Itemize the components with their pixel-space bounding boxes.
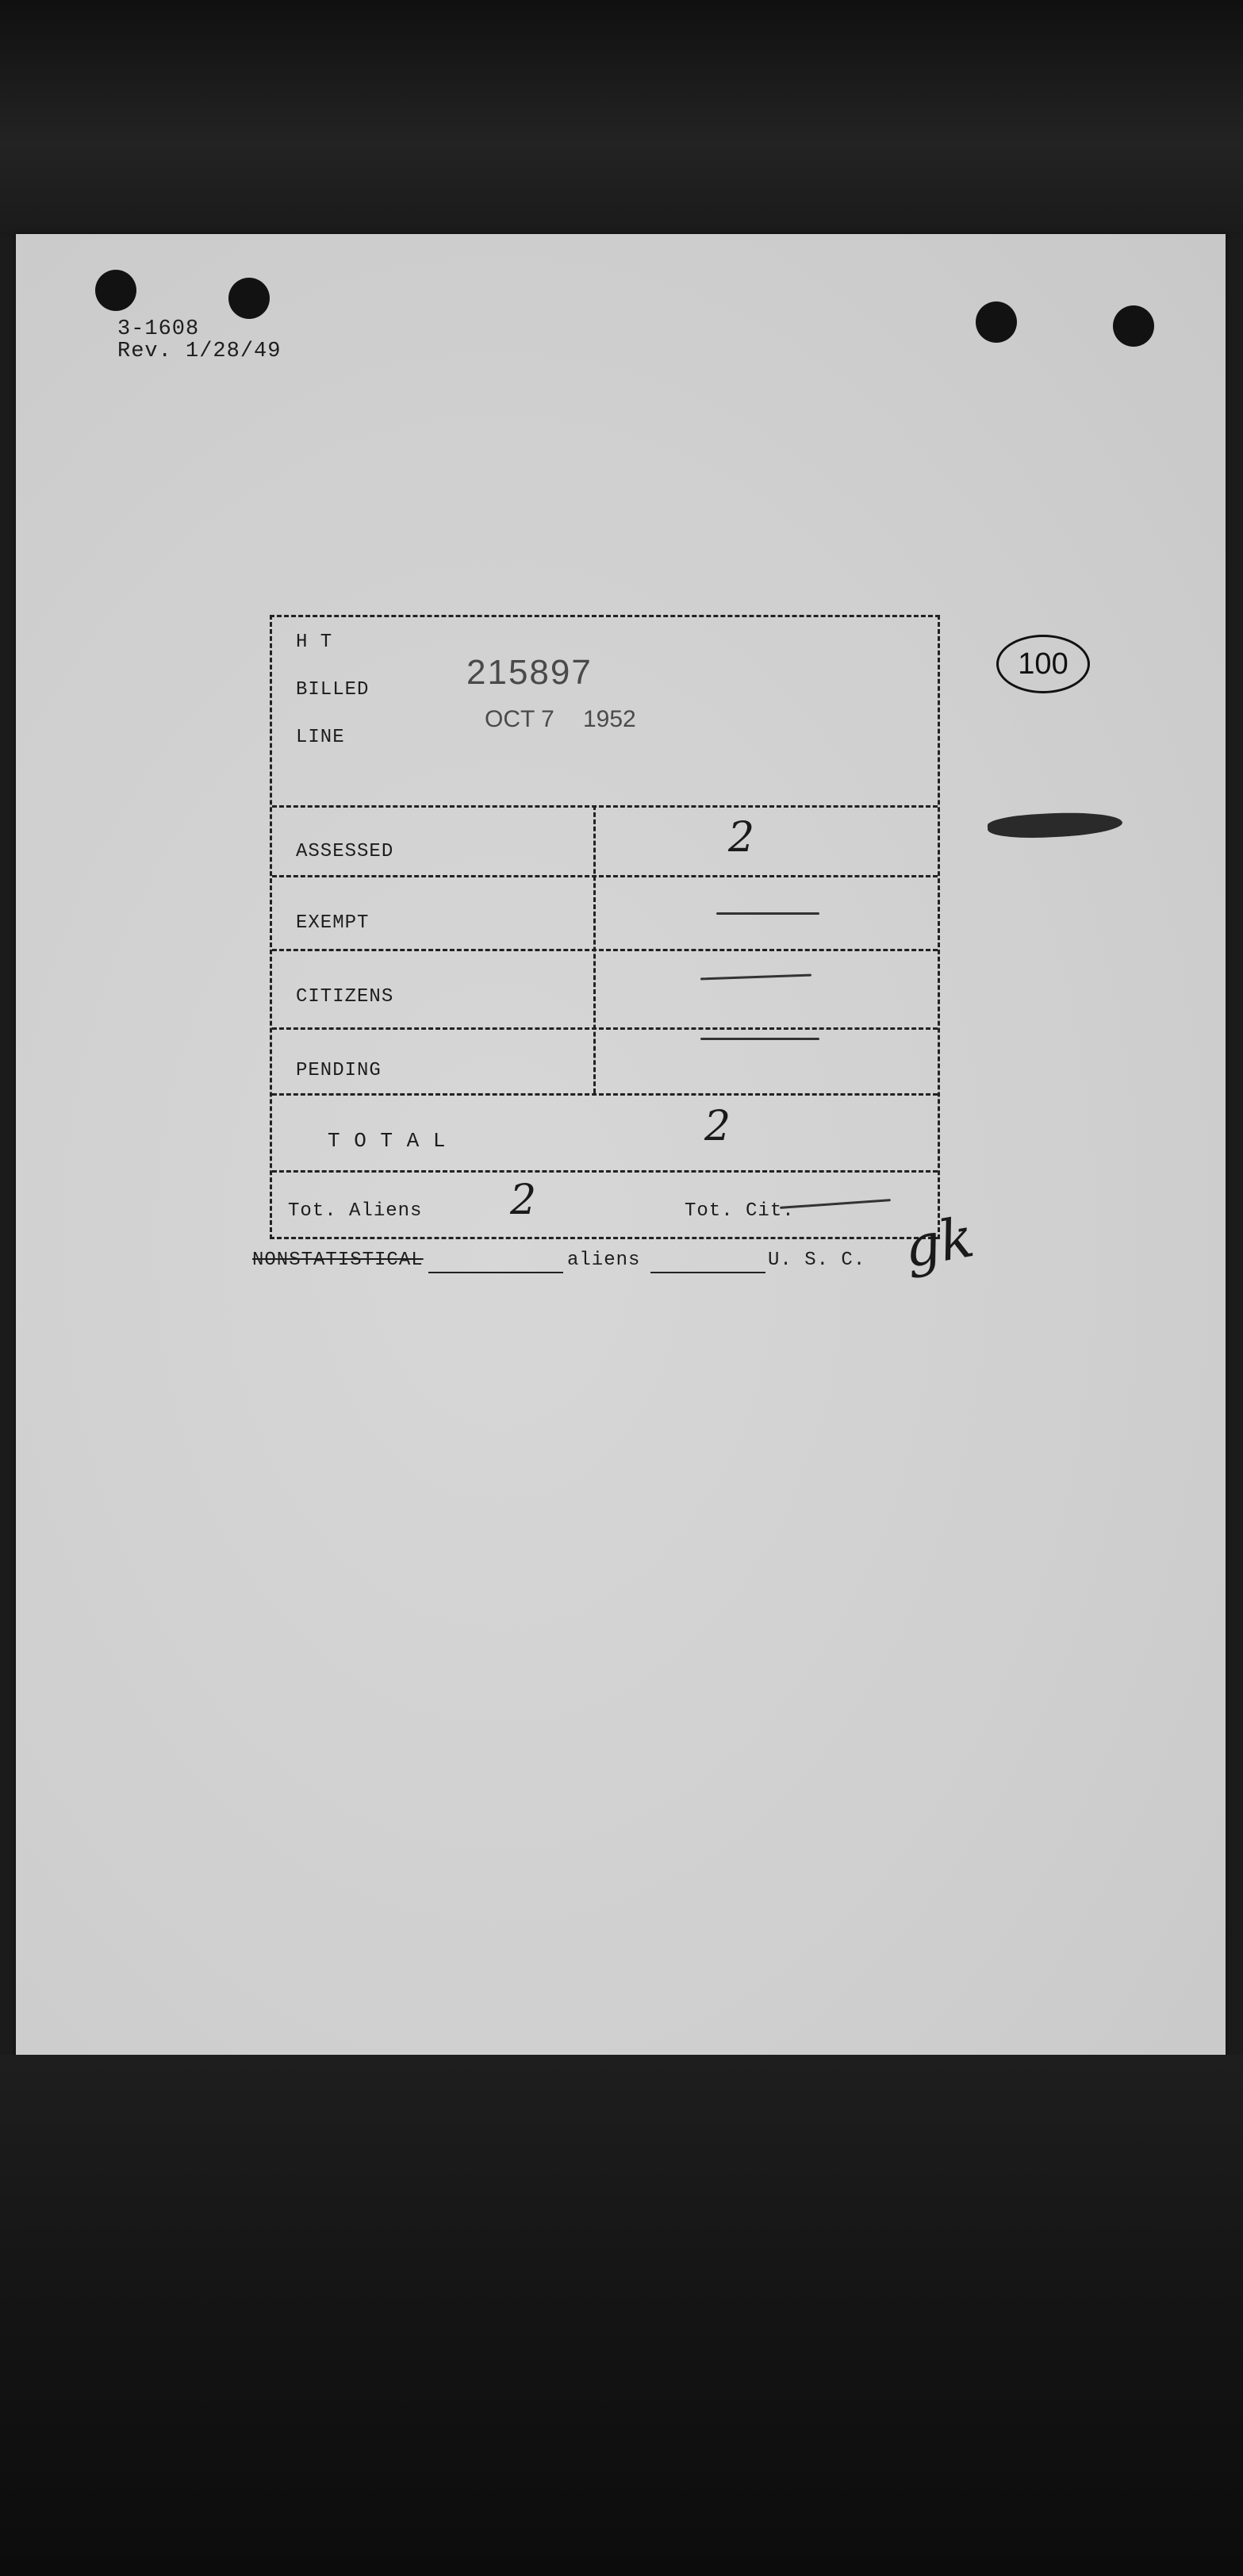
- punch-hole: [95, 270, 136, 311]
- divider: [272, 1027, 938, 1030]
- row-value-pending: [700, 1038, 819, 1040]
- row-label-citizens: CITIZENS: [296, 986, 394, 1008]
- row-value-assessed: 2: [728, 814, 755, 862]
- row-label-assessed: ASSESSED: [296, 841, 394, 862]
- total-value: 2: [704, 1103, 731, 1150]
- total-label: T O T A L: [328, 1129, 447, 1153]
- tally-form-box: [270, 615, 940, 1239]
- punch-hole: [228, 278, 270, 319]
- header-label-billed: BILLED: [296, 679, 370, 701]
- usc-label: U. S. C.: [768, 1250, 866, 1271]
- divider: [272, 1093, 938, 1096]
- circled-number-stamp: 100: [996, 635, 1090, 693]
- row-value-citizens: [700, 974, 811, 981]
- column-divider: [593, 805, 596, 1093]
- punch-hole: [976, 301, 1017, 343]
- aliens-blank: [428, 1272, 563, 1273]
- form-number: 3-1608: [117, 317, 200, 341]
- usc-blank: [650, 1272, 765, 1273]
- aliens-label: aliens: [567, 1250, 641, 1271]
- divider: [272, 1170, 938, 1173]
- header-label-line: LINE: [296, 727, 345, 748]
- stamp-number: 215897: [466, 653, 593, 692]
- row-value-exempt: [716, 912, 819, 915]
- divider: [272, 875, 938, 877]
- tot-cit-label: Tot. Cit.: [685, 1200, 795, 1222]
- punch-hole: [1113, 305, 1154, 347]
- row-label-exempt: EXEMPT: [296, 912, 370, 934]
- stamp-date: OCT 7: [485, 706, 554, 732]
- tot-cit-value: [780, 1199, 891, 1209]
- nonstatistical-label: NONSTATISTICAL: [252, 1250, 424, 1271]
- scanner-top-border: [0, 0, 1243, 238]
- row-label-pending: PENDING: [296, 1060, 382, 1081]
- divider: [272, 805, 938, 808]
- divider: [272, 949, 938, 951]
- header-label-ht: H T: [296, 632, 333, 653]
- revision-date: Rev. 1/28/49: [117, 340, 282, 363]
- scanner-bottom-border: [0, 2055, 1243, 2576]
- tot-aliens-value: 2: [510, 1177, 537, 1224]
- handwritten-initials: gk: [899, 1204, 979, 1280]
- stamp-year: 1952: [583, 706, 636, 732]
- tot-aliens-label: Tot. Aliens: [288, 1200, 423, 1222]
